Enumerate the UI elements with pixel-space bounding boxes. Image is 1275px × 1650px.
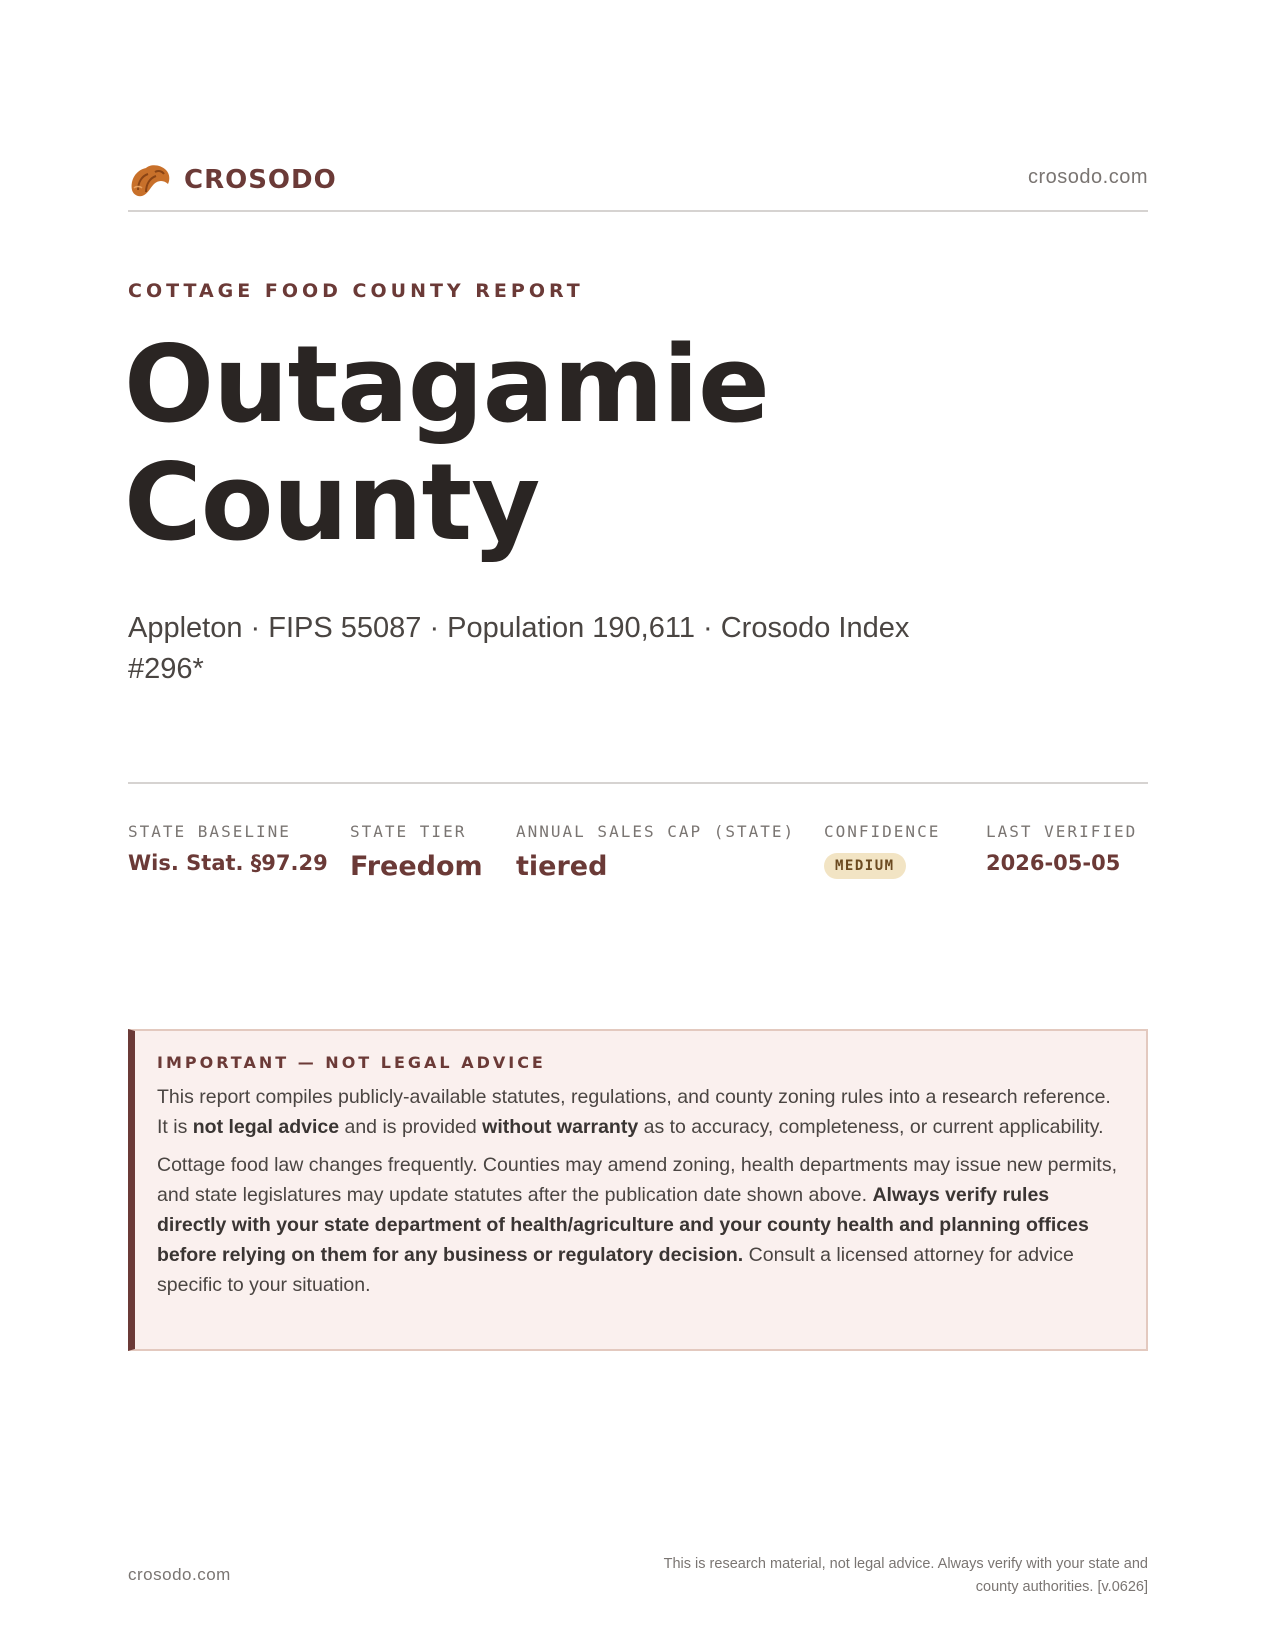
stat-confidence <box>824 822 940 879</box>
footer-disclaimer: This is research material, not legal advice. Always verify with your state and county authorities. [v.0626] <box>663 1556 1148 1595</box>
stat-annual-sales-cap <box>516 822 795 882</box>
stat-value: 2026-05-05 <box>986 851 1121 875</box>
stats-row <box>128 782 1148 882</box>
title-line-1: Outagamie <box>124 323 769 446</box>
notice-text: Cottage food law changes frequently. Counties may amend zoning, health departments may issue new permits, and state legislatures may update statutes after the publication date shown above. <box>157 1154 1117 1206</box>
notice-text: as to accuracy, completeness, or current applicability. <box>638 1116 1104 1138</box>
stat-label: CONFIDENCE <box>824 822 941 841</box>
notice-emphasis: without warranty <box>482 1116 639 1138</box>
header-url[interactable]: crosodo.com <box>1028 166 1148 188</box>
footer-url[interactable]: crosodo.com <box>128 1565 231 1584</box>
stat-value: Freedom <box>350 851 483 882</box>
stat-value: Wis. Stat. §97.29 <box>128 851 328 875</box>
stat-value: tiered <box>516 851 608 882</box>
report-page <box>124 0 1148 1650</box>
report-eyebrow: COTTAGE FOOD COUNTY REPORT <box>128 280 584 302</box>
county-subtitle: Appleton · FIPS 55087 · Population 190,611 · Crosodo Index #296* <box>128 612 910 685</box>
notice-emphasis: Always verify rules directly with your state department of health/agriculture and your county health and planning offices before relying on them for any business or regulatory decision. <box>157 1184 1089 1266</box>
legal-notice <box>128 1029 1148 1351</box>
page-title <box>124 323 769 564</box>
stat-last-verified <box>986 822 1137 875</box>
stat-label: STATE BASELINE <box>128 822 291 841</box>
stat-state-baseline <box>128 822 328 875</box>
notice-title: IMPORTANT — NOT LEGAL ADVICE <box>157 1053 546 1072</box>
notice-paragraph-1 <box>157 1082 1120 1142</box>
notice-text: Consult a licensed attorney for advice specific to your situation. <box>157 1244 1074 1296</box>
title-line-2: County <box>124 441 540 564</box>
stat-state-tier <box>350 822 483 882</box>
page-header <box>128 156 1148 212</box>
notice-emphasis: not legal advice <box>192 1116 340 1138</box>
stat-label: STATE TIER <box>350 822 467 841</box>
confidence-badge: MEDIUM <box>824 853 906 879</box>
croissant-icon <box>128 160 172 200</box>
notice-paragraph-2 <box>157 1150 1120 1300</box>
brand-name: CROSODO <box>184 165 337 195</box>
notice-text: This report compiles publicly-available statutes, regulations, and county zoning rules into a research reference. It is <box>157 1086 1111 1138</box>
notice-text: and is provided <box>339 1116 483 1138</box>
stat-label: ANNUAL SALES CAP (STATE) <box>516 822 796 841</box>
brand <box>128 160 337 200</box>
stat-label: LAST VERIFIED <box>986 822 1138 841</box>
